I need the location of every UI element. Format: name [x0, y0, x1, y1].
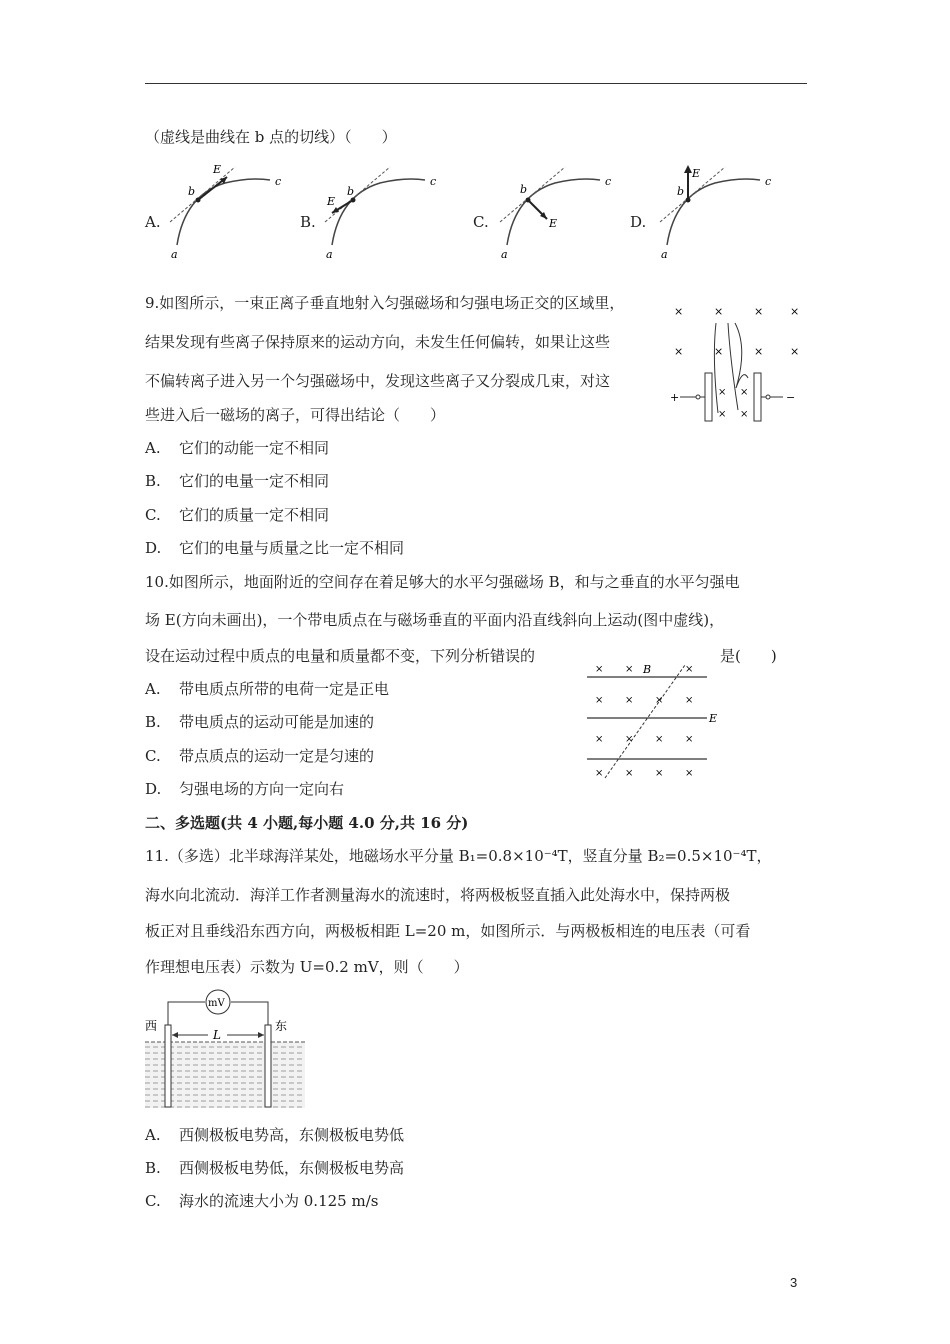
label-a: a: [171, 248, 178, 261]
trajectory-line: [605, 665, 685, 778]
ion-path-left: [714, 323, 718, 413]
east-plate: [265, 1025, 271, 1107]
q9-option-d: [145, 538, 404, 558]
label-b: b: [520, 183, 528, 196]
right-plate: [754, 373, 761, 421]
label-c: c: [765, 175, 772, 188]
point-b: [686, 198, 691, 203]
cross-mark: ×: [625, 664, 634, 675]
option-text: 带点质点的运动一定是匀速的: [179, 747, 375, 765]
q8-figure-b: [320, 155, 440, 260]
q8-figure-c: [495, 155, 615, 260]
option-label: C.: [145, 1192, 161, 1210]
q9-option-b: [145, 471, 329, 491]
cross-mark: ×: [754, 345, 764, 358]
tangent-line: [500, 167, 565, 222]
option-label: D.: [145, 539, 162, 557]
cross-mark: ×: [625, 768, 634, 779]
label-a: a: [501, 248, 508, 261]
point-b: [351, 198, 356, 203]
q10-line-3: 设在运动过程中质点的电量和质量都不变，下列分析错误的: [145, 647, 536, 665]
cross-mark: ×: [714, 305, 724, 318]
q10-line-2: 场 E(方向未画出)，一个带电质点在与磁场垂直的平面内沿直线斜向上运动(图中虚线)，: [145, 611, 725, 629]
label-E: E: [692, 167, 701, 180]
q8-option-d: D.: [630, 213, 647, 231]
option-label: B.: [145, 713, 161, 731]
left-plate: [705, 373, 712, 421]
option-text: 带电质点的运动可能是加速的: [179, 713, 375, 731]
q8-option-c: C.: [473, 213, 489, 231]
arrow-head: [258, 1032, 264, 1038]
label-b: b: [677, 185, 685, 198]
left-terminal: [696, 395, 700, 399]
ion-path-right: [735, 323, 748, 388]
cross-mark: ×: [718, 387, 727, 398]
q11-option-a: [145, 1125, 404, 1145]
meter-label: mV: [208, 998, 225, 1009]
option-text: 它们的电量一定不相同: [179, 472, 330, 490]
q11-option-b: [145, 1158, 404, 1178]
label-b: b: [347, 185, 355, 198]
section-title: 二、多选题(共 4 小题,每小题 4.0 分,共 16 分): [145, 814, 469, 832]
option-text: 带电质点所带的电荷一定是正电: [179, 680, 390, 698]
q10-answer-bracket: 是( ): [720, 647, 777, 665]
label-a: a: [326, 248, 333, 261]
arrow-head: [172, 1032, 178, 1038]
option-label: B.: [145, 1159, 161, 1177]
label-E: E: [327, 195, 336, 208]
minus-sign: −: [786, 391, 796, 404]
label-B: B: [643, 663, 652, 676]
cross-mark: ×: [685, 734, 694, 745]
arrow-head: [684, 165, 692, 173]
q11-line-3: 板正对且垂线沿东西方向，两极板相距 L=20 m，如图所示．与两极板相连的电压表（可看: [145, 922, 751, 940]
option-text: 它们的动能一定不相同: [179, 439, 330, 457]
cross-mark: ×: [595, 768, 604, 779]
q8-figure-d: [655, 155, 775, 260]
cross-mark: ×: [740, 387, 749, 398]
cross-mark: ×: [625, 734, 634, 745]
cross-mark: ×: [718, 409, 727, 420]
q8-figure-a: [165, 155, 285, 260]
q10-figure: [585, 660, 725, 785]
cross-mark: ×: [674, 345, 684, 358]
option-label: D.: [145, 780, 162, 798]
page-number: 3: [790, 1275, 798, 1290]
cross-mark: ×: [595, 664, 604, 675]
q9-line-1: 9.如图所示，一束正离子垂直地射入匀强磁场和匀强电场正交的区域里，: [145, 294, 625, 312]
q10-line-1: 10.如图所示，地面附近的空间存在着足够大的水平匀强磁场 B，和与之垂直的水平匀强电: [145, 573, 740, 591]
q9-figure: [668, 298, 808, 428]
cross-mark: ×: [754, 305, 764, 318]
q8-option-b: B.: [300, 213, 316, 231]
option-label: B.: [145, 472, 161, 490]
option-label: C.: [145, 747, 161, 765]
cross-mark: ×: [595, 695, 604, 706]
q11-figure: [145, 990, 305, 1110]
q11-line-4: 作理想电压表）示数为 U=0.2 mV，则（ ）: [145, 958, 469, 976]
option-label: C.: [145, 506, 161, 524]
label-c: c: [430, 175, 437, 188]
q8-option-a: A.: [145, 213, 161, 231]
label-E: E: [213, 163, 222, 176]
cross-mark: ×: [740, 409, 749, 420]
cross-mark: ×: [625, 695, 634, 706]
label-b: b: [188, 185, 196, 198]
label-east: 东: [275, 1019, 288, 1033]
option-text: 西侧极板电势高，东侧极板电势低: [179, 1126, 405, 1144]
cross-mark: ×: [685, 664, 694, 675]
cross-mark: ×: [595, 734, 604, 745]
label-a: a: [661, 248, 668, 261]
label-c: c: [605, 175, 612, 188]
q10-option-b: [145, 712, 374, 732]
cross-mark: ×: [685, 768, 694, 779]
q9-option-a: [145, 438, 329, 458]
q10-option-c: [145, 746, 374, 766]
cross-mark: ×: [674, 305, 684, 318]
right-terminal: [766, 395, 770, 399]
cross-mark: ×: [790, 305, 800, 318]
cross-mark: ×: [790, 345, 800, 358]
q9-line-3: 不偏转离子进入另一个匀强磁场中，发现这些离子又分裂成几束，对这: [145, 372, 611, 390]
label-E: E: [709, 712, 718, 725]
label-E: E: [549, 217, 558, 230]
tangent-line: [170, 167, 235, 222]
option-label: A.: [145, 1126, 161, 1144]
plus-sign: +: [670, 391, 680, 404]
label-L: L: [213, 1028, 221, 1042]
cross-mark: ×: [655, 734, 664, 745]
option-text: 匀强电场的方向一定向右: [179, 780, 345, 798]
point-b: [526, 198, 531, 203]
q10-option-d: [145, 779, 344, 799]
west-wire: [168, 1002, 205, 1025]
q11-line-1: 11.（多选）北半球海洋某处，地磁场水平分量 B₁=0.8×10⁻⁴T，竖直分量 B₂=0.5×10⁻⁴T，: [145, 847, 772, 865]
east-wire: [231, 1002, 268, 1025]
header-rule: [145, 83, 807, 84]
option-text: 它们的质量一定不相同: [179, 506, 330, 524]
option-text: 它们的电量与质量之比一定不相同: [179, 539, 405, 557]
q11-line-2: 海水向北流动．海洋工作者测量海水的流速时，将两极板竖直插入此处海水中，保持两极: [145, 886, 731, 904]
q8-prompt: （虚线是曲线在 b 点的切线）（ ）: [145, 128, 397, 146]
cross-mark: ×: [655, 695, 664, 706]
option-text: 海水的流速大小为 0.125 m/s: [179, 1192, 379, 1210]
q9-line-4: 些进入后一磁场的离子，可得出结论（ ）: [145, 406, 446, 424]
q11-option-c: [145, 1191, 378, 1211]
label-west: 西: [145, 1019, 158, 1033]
option-label: A.: [145, 439, 161, 457]
cross-mark: ×: [685, 695, 694, 706]
cross-mark: ×: [714, 345, 724, 358]
curve: [332, 179, 425, 245]
cross-mark: ×: [655, 768, 664, 779]
q9-line-2: 结果发现有些离子保持原来的运动方向，未发生任何偏转，如果让这些: [145, 333, 611, 351]
point-b: [196, 198, 201, 203]
label-c: c: [275, 175, 282, 188]
ion-path-straight: [728, 323, 738, 410]
option-label: A.: [145, 680, 161, 698]
west-plate: [165, 1025, 171, 1107]
q9-option-c: [145, 505, 329, 525]
option-text: 西侧极板电势低，东侧极板电势高: [179, 1159, 405, 1177]
q10-option-a: [145, 679, 389, 699]
